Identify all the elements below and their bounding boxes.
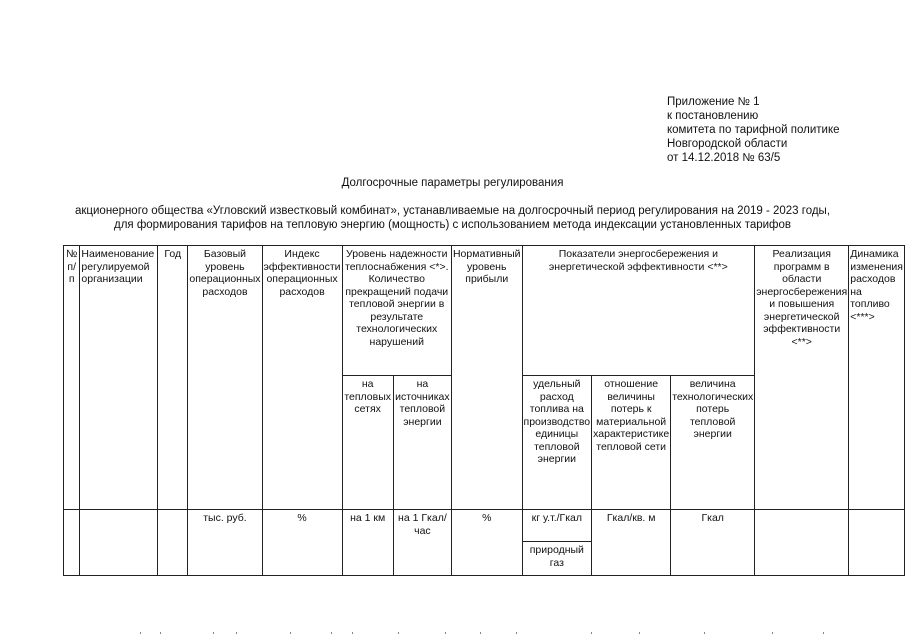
unit-networks: на 1 км [342,510,393,576]
document-subtitle [0,204,905,232]
header-fuel-dynamics: Динамика изменения расходов на топливо <***> [849,246,905,510]
header-org: Наименование регулируемой организации [80,246,158,510]
header-reliability: Уровень надежности теплоснабжения <*>. Количество прекращений подачи тепловой энергии в результате технологических нарушений [342,246,451,376]
cell-fuel-dynamics [849,510,905,576]
document-title: Долгосрочные параметры регулирования [341,177,564,189]
header-base-opex: Базовый уровень операционных расходов [188,246,262,510]
unit-base-opex: тыс. руб. [188,510,262,576]
fuel-type: природный газ [522,542,592,576]
unit-loss-ratio: Гкал/кв. м [592,510,671,576]
appendix-line: от 14.12.2018 № 63/5 [667,152,781,164]
cell-num [64,510,80,576]
appendix-block [667,95,840,165]
parameters-table [63,245,905,576]
appendix-line: комитета по тарифной политике [667,124,840,136]
unit-normative-profit: % [451,510,522,576]
header-normative-profit: Нормативный уровень прибыли [451,246,522,510]
subtitle-line: для формирования тарифов на тепловую энергию (мощность) с использованием метода индексации установленных тарифов [113,219,792,231]
appendix-line: Приложение № 1 [667,96,760,108]
header-num: № п/п [64,246,80,510]
unit-efficiency-index: % [262,510,342,576]
appendix-line: к постановлению [667,110,759,122]
scan-artifacts [0,632,905,636]
subheader-loss-ratio: отношение величины потерь к материальной характеристике тепловой сети [592,376,671,510]
cell-org [80,510,158,576]
subtitle-line: акционерного общества «Угловский известковый комбинат», устанавливаемые на долгосрочный период регулирования на 2019 - 2023 годы, [74,205,831,217]
cell-year [158,510,188,576]
header-programs: Реализация программ в области энергосбережения и повышения энергетической эффективности <**> [755,246,849,510]
subheader-fuel-rate: удельный расход топлива на производство единицы тепловой энергии [522,376,592,510]
unit-fuel-rate: кг у.т./Гкал [522,510,592,542]
subheader-networks: на тепловых сетях [342,376,393,510]
header-energy-saving: Показатели энергосбережения и энергетической эффективности <**> [522,246,755,376]
subheader-loss-value: величина технологических потерь тепловой энергии [671,376,755,510]
unit-sources: на 1 Гкал/час [393,510,451,576]
appendix-line: Новгородской области [667,138,788,150]
header-year: Год [158,246,188,510]
cell-programs [755,510,849,576]
subheader-sources: на источниках тепловой энергии [393,376,451,510]
header-efficiency-index: Индекс эффективности операционных расходов [262,246,342,510]
unit-loss-value: Гкал [671,510,755,576]
